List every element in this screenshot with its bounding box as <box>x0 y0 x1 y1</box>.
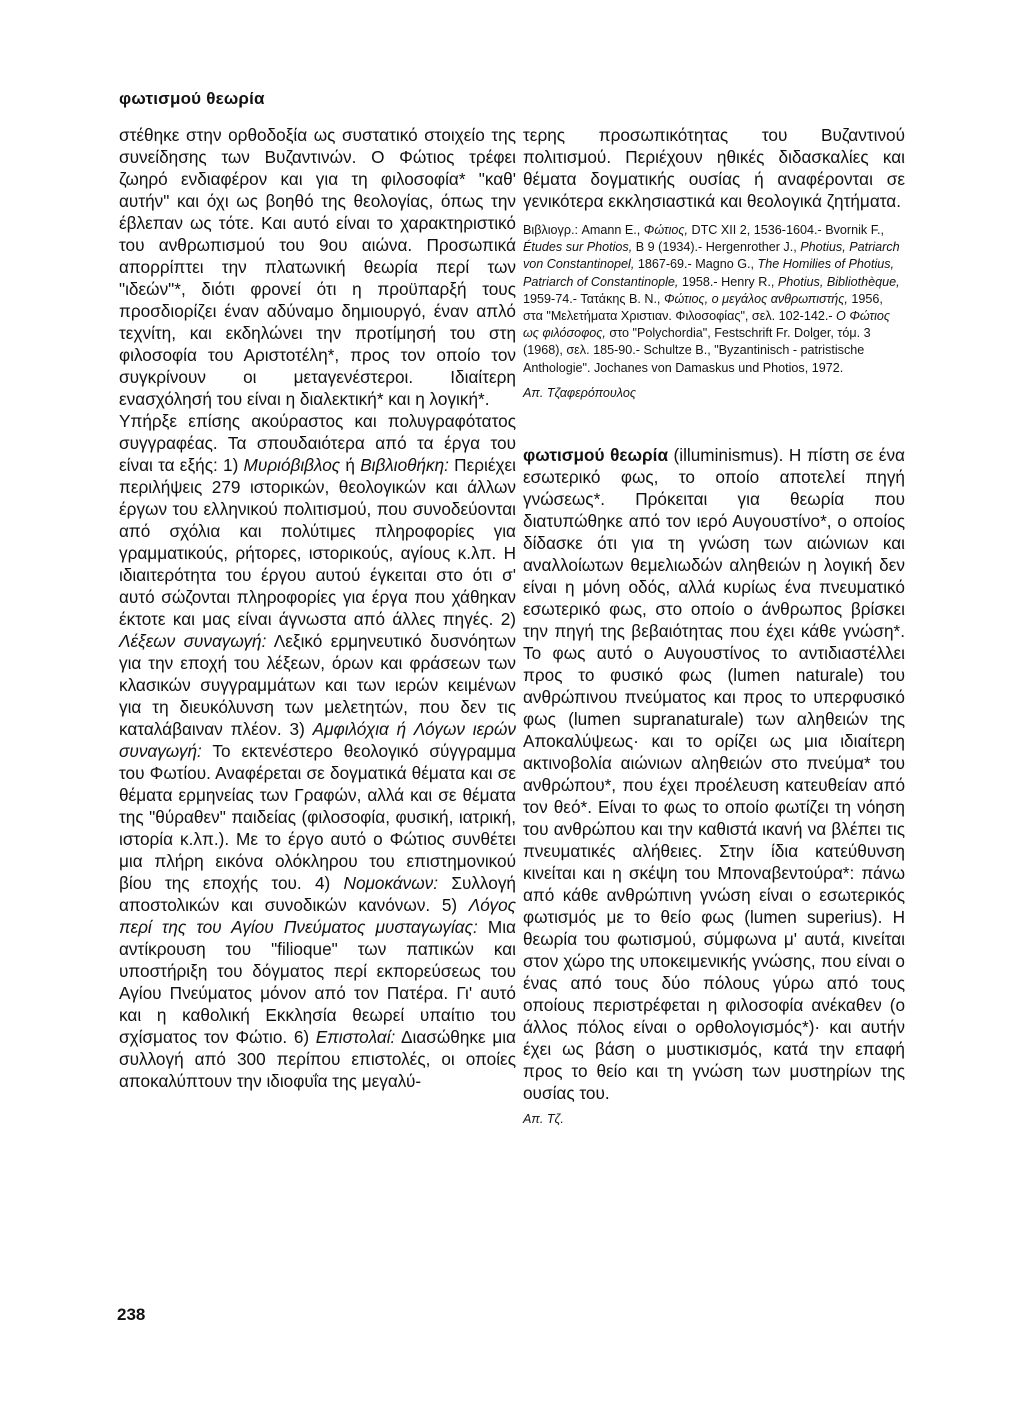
left-paragraph-2 <box>119 410 516 1092</box>
biblio-f: Photius, Patriarch von Constantinopel, <box>523 240 900 272</box>
biblio-a: Βιβλιογρ.: Amann E., <box>523 223 644 237</box>
work6-desc: Διασώθηκε μια συλλογή από 300 περίπου επιστολές, οι οποίες αποκαλύπτουν την ιδιοφυΐα της μεγαλύ- <box>119 1027 516 1091</box>
right-continuation: τερης προσωπικότητας του Βυζαντινού πολιτισμού. Περιέχουν ηθικές διδασκαλίες και θέματα δογματικής ουσίας ή αναφέρονται σε γενικότερα εκκλησιαστικά και θεολογικά ζητήματα. <box>523 125 905 211</box>
work1-desc: Περιέχει περιλήψεις 279 ιστορικών, θεολογικών και άλλων έργων του ελληνικού πολιτισμού, που συνοδεύονται από σχόλια και πολύτιμες πληροφορίες για γραμματικούς, ρήτορες, ιστορικούς, αγίους κ.λπ. Η ιδιαιτερότητα του έργου αυτού έγκειται στο ότι σ' αυτό σώζονται πληροφορίες για έργα που χάθηκαν έκτοτε και μας είναι άγνωστα από άλλες πηγές. 2) <box>119 455 516 629</box>
author-signature-1: Απ. Τζαφερόπουλος <box>523 385 636 400</box>
work2-title: Λέξεων συναγωγή: <box>119 631 267 651</box>
work3-desc: Το εκτενέστερο θεολογικό σύγγραμμα του Φωτίου. Αναφέρεται σε δογματικά θέματα και σε θέματα ερμηνείας των Γραφών, αλλά και σε θέματα της "θύραθεν" παιδείας (φιλοσοφία, φυσική, ιατρική, ιστορία κ.λπ.). Με το έργο αυτό ο Φώτιος συνθέτει μια πλήρη εικόνα ολόκληρου του επιστημονικού βίου της εποχής του. 4) <box>119 741 516 893</box>
biblio-h: The Homilies of Photius, Patriarch of Constantinople, <box>523 257 895 289</box>
biblio-g: 1867-69.- Magno G., <box>634 257 758 272</box>
biblio-e: B 9 (1934).- Hergenrother J., <box>632 240 801 255</box>
entry-headword: φωτισμού θεωρία <box>523 444 669 465</box>
biblio-m: 1956, στα "Μελετήματα Χριστιαν. Φιλοσοφίας", σελ. 102-142.- <box>523 291 883 324</box>
biblio-c: DTC XII 2, 1536-1604.- Bvornik F., <box>688 223 884 237</box>
left-column <box>119 124 516 1092</box>
work2-desc: Λεξικό ερμηνευτικό δυσνόητων για την εποχή του λέξεων, όρων και φράσεων των κλασικών συγγραμμάτων και των ιερών κειμένων για τη διευκόλυνση των μελετητών, που δεν τις καταλάβαιναν πλέον. 3) <box>119 631 517 739</box>
bibliography <box>523 222 905 377</box>
biblio-j: Photius, Bibliothèque, <box>777 274 900 289</box>
running-head: φωτισμού θεωρία <box>119 89 265 108</box>
right-column <box>523 124 905 1130</box>
work4-title: Νομοκάνων: <box>343 873 439 893</box>
work3-title: Αμφιλόχια ή Λόγων ιερών συναγωγή: <box>119 719 516 761</box>
work1-or: ή <box>340 455 361 475</box>
biblio-l: Φώτιος, ο μεγάλος ανθρωπιστής, <box>663 291 848 306</box>
work6-title: Επιστολαί: <box>315 1027 396 1047</box>
work1-title: Μυριόβιβλος <box>243 455 341 475</box>
left-paragraph-1: στέθηκε στην ορθοδοξία ως συστατικό στοιχείο της συνείδησης των Βυζαντινών. Ο Φώτιος τρέφει ζωηρό ενδιαφέρον και για τη φιλοσοφία* "καθ' αυτήν" και όχι ως βοηθό της θεολογίας, όπως την έβλεπαν ως τότε. Και αυτό είναι το χαρακτηριστικό του ανθρωπισμού του 9ου αιώνα. Προσωπικά απορρίπτει την πλατωνική θεωρία περί των "ιδεών"*, διότι φρονεί ότι η προϋπαρξή τους προσδιορίζει έναν αδύναμο δημιουργό, έναν απλό τεχνίτη, και εκδηλώνει την προτίμησή του στη φιλοσοφία του Αριστοτέλη*, προς τον οποίο τον συγκρίνουν οι μεταγενέστεροι. Ιδιαίτερη ενασχόλησή του είναι η διαλεκτική* και η λογική*. <box>119 125 516 409</box>
author-signature-2: Απ. Τζ. <box>523 1111 564 1126</box>
para2-intro: Υπήρξε επίσης ακούραστος και πολυγραφότατος συγγραφέας. Τα σπουδαιότερα από τα έργα του είναι τα εξής: 1) <box>119 411 516 475</box>
biblio-b: Φώτιος, <box>643 223 689 237</box>
entry-body: (illuminismus). Η πίστη σε ένα εσωτερικό φως, το οποίο αποτελεί πηγή γνώσεως*. Πρόκειται για θεωρία που διατυπώθηκε από τον ιερό Αυγουστίνο*, ο οποίος δίδασκε ότι για τη γνώση των αιώνιων και αναλλοίωτων θεμελιωδών αληθειών η λογική δεν είναι η μόνη οδός, αλλά κυρίως ένα πνευματικό εσωτερικό φως, στο οποίο ο άνθρωπος βρίσκει την πηγή της βεβαιότητας που έχει κάθε γνώση*. Το φως αυτό ο Αυγουστίνος το αντιδιαστέλλει προς το φυσικό φως (lumen naturale) του ανθρώπινου πνεύματος και προς το υπερφυσικό φως (lumen supranaturale) των αληθειών της Αποκαλύψεως· και το ορίζει ως μια ιδιαίτερη ακτινοβολία αιώνιων αληθειών στο πνεύμα* του ανθρώπου*, που έχει προέλευση κατευθείαν από τον θεό*. Είναι το φως το οποίο φωτίζει τη νόηση του ανθρώπου και την καθιστά ικανή να βλέπει τις πνευματικές αλήθειες. Στην ίδια κατεύθυνση κινείται και η σκέψη του Μποναβεντούρα*: πάνω από κάθε ανθρώπινη γνώση είναι ο εσωτερικός φωτισμός με το θείο φως (lumen superius). Η θεωρία του φωτισμού, σύμφωνα μ' αυτά, κινείται στον χώρο της υποκειμενικής γνώσης, που είναι ο ένας από τους δύο πόλους γύρω από τους οποίους περιστρέφεται η φιλοσοφία ανέκαθεν (ο άλλος πόλος είναι ο ορθολογισμός*)· και αυτήν έχει ως βάση ο μυστικισμός, κατά την επαφή προς το θείο και τη γνώση των μυστηρίων της ουσίας του. <box>523 444 905 1103</box>
work5-title: Λόγος περί της του Αγίου Πνεύματος μυσταγωγίας: <box>119 895 516 937</box>
page-number: 238 <box>117 1305 146 1324</box>
biblio-k: 1959-74.- Τατάκης Β. Ν., <box>523 291 664 306</box>
biblio-n: Ο Φώτιος ως φιλόσοφος, <box>523 309 891 341</box>
entry-illuminismus <box>523 444 905 1104</box>
biblio-i: 1958.- Henry R., <box>678 274 778 289</box>
work5-desc: Μια αντίκρουση του "filioque" των παπικών και υποστήριξη του δόγματος περί εκπορεύσεως του Αγίου Πνεύματος μόνον από τον Πατέρα. Γι' αυτό και η καθολική Εκκλησία θεωρεί υπαίτιο του σχίσματος τον Φώτιο. 6) <box>119 917 516 1047</box>
biblio-o: στο "Polychordia", Festschrift Fr. Dolger, τόμ. 3 (1968), σελ. 185-90.- Schultze B., "Byzantinisch - patristische Anthologie". Jochanes von Damaskus und Photios, 1972. <box>523 326 871 375</box>
work1-alt-title: Βιβλιοθήκη: <box>360 455 449 475</box>
work4-desc: Συλλογή αποστολικών και συνοδικών κανόνων. 5) <box>119 873 516 915</box>
biblio-d: Études sur Photios, <box>523 240 633 255</box>
